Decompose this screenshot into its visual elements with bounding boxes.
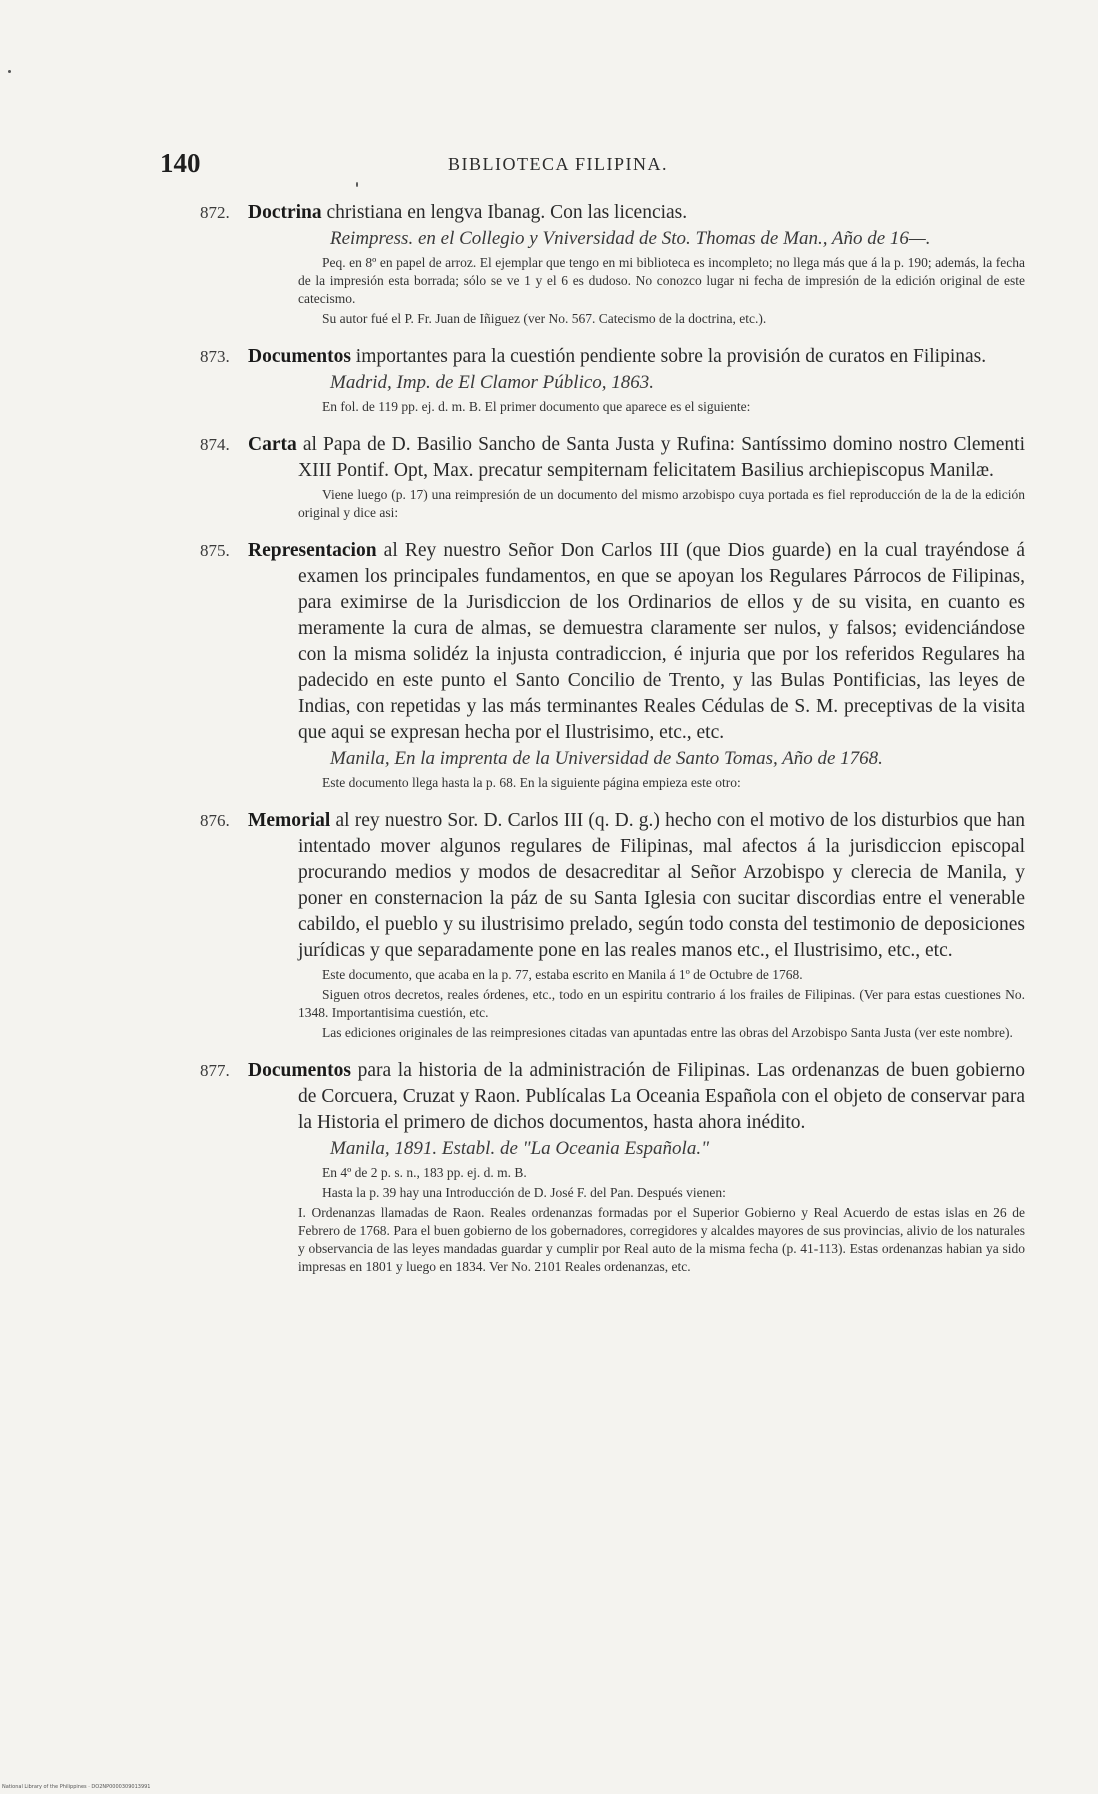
- entry-873: [170, 344, 1025, 416]
- entry-note: I. Ordenanzas llamadas de Raon. Reales ordenanzas formadas por el Superior Gobierno y Real Acuerdo de estas islas en 26 de Febrero de 1768. Para el buen gobierno de los gobernadores, corregidores y alcaldes mayores de sus provincias, alivio de los naturales y observancia de las leyes mandadas guardar y cumplir por Real auto de la misma fecha (p. 41-113). Estas ordenanzas habian ya sido impresas en 1801 y luego en 1834. Ver No. 2101 Reales ordenanzas, etc.: [298, 1205, 1025, 1274]
- entry-list: [170, 200, 1025, 1292]
- entry-imprint: Manila, 1891. Establ. de "La Oceania Española.": [330, 1138, 710, 1159]
- entry-number: 875.: [200, 541, 230, 560]
- entry-keyword: Carta: [248, 434, 297, 455]
- page-number: 140: [160, 148, 201, 178]
- entry-keyword: Representacion: [248, 540, 377, 561]
- scan-speck: [8, 70, 11, 73]
- entry-876: [170, 808, 1025, 1042]
- entry-heading: [170, 1058, 1025, 1136]
- entry-note: Hasta la p. 39 hay una Introducción de D. José F. del Pan. Después vienen:: [322, 1185, 726, 1200]
- entry-note: Este documento llega hasta la p. 68. En la siguiente página empieza este otro:: [322, 775, 741, 790]
- entry-number: 876.: [200, 811, 230, 830]
- entry-note: En 4º de 2 p. s. n., 183 pp. ej. d. m. B.: [322, 1165, 527, 1180]
- entry-note: En fol. de 119 pp. ej. d. m. B. El primer documento que aparece es el siguiente:: [322, 399, 751, 414]
- entry-note: Las ediciones originales de las reimpresiones citadas van apuntadas entre las obras del Arzobispo Santa Justa (ver este nombre).: [322, 1025, 1013, 1040]
- entry-877: [170, 1058, 1025, 1276]
- entry-title: al Rey nuestro Señor Don Carlos III (que Dios guarde) en la cual trayéndose á examen los principales fundamentos, en que se apoyan los Regulares Párrocos de Filipinas, para eximirse de la Jurisdiccion de los Ordinarios de ellos y de su visita, en cuanto es meramente la cura de almas, se demuestra claramente ser nulos, y falsos; evidenciándose con la misma solidéz la injusta contradiccion, é injuria que por los referidos Regulares ha padecido en este punto el Santo Concilio de Trento, y las Bulas Pontificias, las leyes de Indias, con repetidas y las más terminantes Reales Cédulas de S. M. preceptivas de la visita que aqui se expresan hecha por el Ilustrisimo, etc., etc.: [298, 540, 1025, 743]
- entry-imprint: Reimpress. en el Collegio y Vniversidad de Sto. Thomas de Man., Año de 16—.: [330, 228, 931, 249]
- entry-heading: [170, 344, 1025, 370]
- entry-title: christiana en lengva Ibanag. Con las licencias.: [321, 202, 688, 223]
- entry-title: al Papa de D. Basilio Sancho de Santa Justa y Rufina: Santíssimo domino nostro Clementi XIII Pontif. Opt, Max. precatur sempiternam felicitatem Basilius archiepiscopus Manilæ.: [296, 434, 1025, 481]
- entry-imprint: Madrid, Imp. de El Clamor Público, 1863.: [330, 372, 655, 393]
- entry-note: Su autor fué el P. Fr. Juan de Iñiguez (ver No. 567. Catecismo de la doctrina, etc.).: [322, 311, 767, 326]
- entry-number: 873.: [200, 347, 230, 366]
- entry-number: 877.: [200, 1061, 230, 1080]
- entry-title: al rey nuestro Sor. D. Carlos III (q. D. g.) hecho con el motivo de los disturbios que han intentado mover algunos regulares de Filipinas, mal afectos á la jurisdiccion episcopal procurando medios y modos de desacreditar al Señor Arzobispo y clerecia de Manila, y poner en consternacion la páz de su Santa Iglesia con sucitar discordias entre el venerable cabildo, el pueblo y su ilustrisimo prelado, según todo consta del testimonio de deposiciones jurídicas y que separadamente pone en las reales manos etc., el Ilustrisimo, etc., etc.: [298, 810, 1025, 961]
- entry-872: [170, 200, 1025, 328]
- entry-heading: [170, 808, 1025, 964]
- entry-heading: [170, 538, 1025, 746]
- running-title: BIBLIOTECA FILIPINA.: [448, 154, 668, 174]
- entry-heading: [170, 200, 1025, 226]
- entry-keyword: Documentos: [248, 1060, 351, 1081]
- entry-875: [170, 538, 1025, 792]
- entry-number: 874.: [200, 435, 230, 454]
- entry-keyword: Documentos: [248, 346, 351, 367]
- entry-note: Peq. en 8º en papel de arroz. El ejemplar que tengo en mi biblioteca es incompleto; no llega más que á la p. 190; además, la fecha de la impresión esta borrada; sólo se ve 1 y el 6 es dudoso. No conozco lugar ni fecha de impresión de la edición original de este catecismo.: [298, 255, 1025, 306]
- entry-number: 872.: [200, 203, 230, 222]
- entry-note: Siguen otros decretos, reales órdenes, etc., todo en un espiritu contrario á los frailes de Filipinas. (Ver para estas cuestiones No. 1348. Importantisima cuestión, etc.: [298, 987, 1025, 1020]
- entry-imprint: Manila, En la imprenta de la Universidad de Santo Tomas, Año de 1768.: [330, 748, 883, 769]
- scan-credit: National Library of the Philippines · DO2NP0000309013991: [2, 1784, 151, 1790]
- entry-note: Viene luego (p. 17) una reimpresión de un documento del mismo arzobispo cuya portada es fiel reproducción de la de la edición original y dice asi:: [298, 487, 1025, 520]
- entry-title: para la historia de la administración de Filipinas. Las ordenanzas de buen gobierno de Corcuera, Cruzat y Raon. Publícalas La Oceania Española con el objeto de conservar para la Historia el primero de dichos documentos, hasta ahora inédito.: [298, 1060, 1025, 1133]
- entry-keyword: Doctrina: [248, 202, 322, 223]
- entry-title: importantes para la cuestión pendiente sobre la provisión de curatos en Filipinas.: [350, 346, 987, 367]
- entry-874: [170, 432, 1025, 522]
- page-header: [160, 148, 1020, 188]
- entry-keyword: Memorial: [248, 810, 331, 831]
- entry-note: Este documento, que acaba en la p. 77, estaba escrito en Manila á 1º de Octubre de 1768.: [322, 967, 803, 982]
- entry-heading: [170, 432, 1025, 484]
